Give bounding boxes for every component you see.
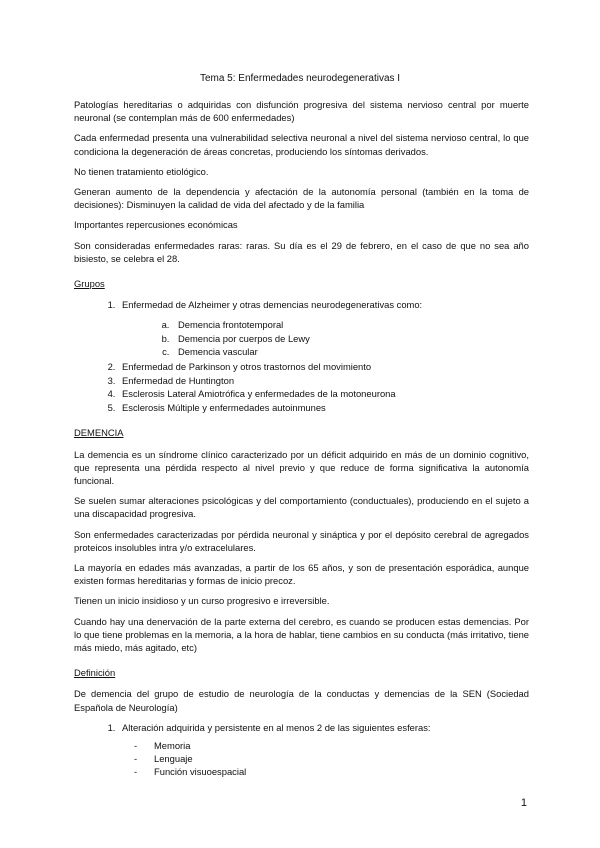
definition-list [74,721,529,779]
dementia-paragraph: Tienen un inicio insidioso y un curso progresivo e irreversible. [74,595,330,607]
dementia-paragraph: La mayoría en edades más avanzadas, a partir de los 65 años, y son de presentación esporádica, aunque existen formas hereditarias y formas de inicio precoz. [74,561,529,587]
page-number: 1 [520,797,527,809]
subtype-item: b. Demencia por cuerpos de Lewy [172,332,529,345]
intro-paragraph: No tienen tratamiento etiológico. [74,165,209,177]
definition-heading: Definición [74,667,116,679]
intro-paragraph: Son consideradas enfermedades raras: raras. Su día es el 29 de febrero, en el caso de que no sea año bisiesto, se celebra el 28. [74,239,529,264]
spheres-list [122,739,529,779]
alzheimer-subtypes-list [122,318,529,358]
subtype-item: c. Demencia vascular [172,345,529,358]
definition-list-item-label: Alteración adquirida y persistente en al menos 2 de las siguientes esferas: [122,721,431,733]
intro-paragraph: Cada enfermedad presenta una vulnerabilidad selectiva neuronal a nivel del sistema nervioso central, lo que condiciona la degeneración de áreas concretas, produciendo los síntomas derivados. [74,132,529,157]
groups-list-item [118,298,529,358]
groups-heading: Grupos [74,278,105,290]
intro-paragraph: Patologías hereditarias o adquiridas con disfunción progresiva del sistema nervioso central por muerte neuronal (se contemplan más de 600 enfermedades) [74,99,529,124]
intro-paragraph: Importantes repercusiones económicas [74,219,238,231]
intro-paragraph: Generan aumento de la dependencia y afectación de la autonomía personal (también en la toma de decisiones): Disminuyen la calidad de vida del afectado y de la familia [74,186,529,211]
groups-list-item: 2. Enfermedad de Parkinson y otros trastornos del movimiento [118,360,529,373]
definition-list-item [118,721,529,779]
groups-list-item: 4. Esclerosis Lateral Amiotrófica y enfermedades de la motoneurona [118,387,529,400]
dementia-paragraph: La demencia es un síndrome clínico caracterizado por un déficit adquirido en más de un dominio cognitivo, que representa una pérdida respecto al nivel previo y que reduce de forma significativa la autonomía funcional. [74,448,529,486]
sphere-item: - Función visuoespacial [134,765,529,778]
document-body [74,98,529,779]
groups-list [74,298,529,414]
groups-list-item: 5. Esclerosis Múltiple y enfermedades autoinmunes [118,401,529,414]
document-title: Tema 5: Enfermedades neurodegenerativas I [199,73,401,84]
dementia-paragraph: Se suelen sumar alteraciones psicológicas y del comportamiento (conductuales), produciendo en el sujeto a una discapacidad progresiva. [74,495,529,520]
groups-list-item: 3. Enfermedad de Huntington [118,374,529,387]
subtype-item: a. Demencia frontotemporal [172,318,529,331]
dementia-paragraph: Cuando hay una denervación de la parte externa del cerebro, es cuando se producen estas demencias. Por lo que tiene problemas en la memoria, a la hora de hablar, tiene cambios en su conducta (más irritativo, tiene más miedo, más agitado, etc) [74,615,529,653]
sphere-item: - Memoria [134,739,529,752]
dementia-heading: DEMENCIA [74,427,124,439]
definition-paragraph: De demencia del grupo de estudio de neurología de la conductas y demencias de la SEN (Sociedad Española de Neurología) [74,688,529,713]
sphere-item: - Lenguaje [134,752,529,765]
dementia-paragraph: Son enfermedades caracterizadas por pérdida neuronal y sináptica y por el depósito cerebral de agregados proteicos insolubles intra y/o extracelulares. [74,528,529,553]
groups-list-item-label: Enfermedad de Alzheimer y otras demencias neurodegenerativas como: [122,299,423,311]
